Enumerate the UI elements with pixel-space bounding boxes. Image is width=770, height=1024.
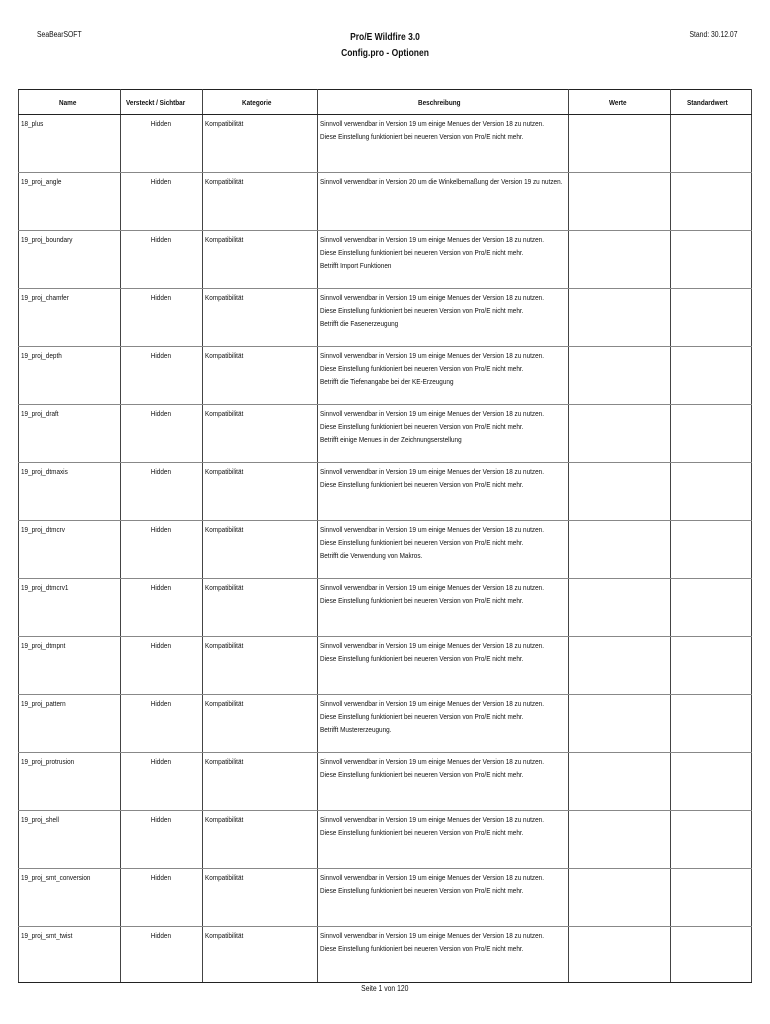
description-line: Betrifft die Fasenerzeugung [319,319,398,328]
table-row [19,463,752,521]
description-line: Diese Einstellung funktioniert bei neueren Version von Pro/E nicht mehr. [319,306,524,315]
description-cell [317,637,569,695]
description-line: Sinnvoll verwendbar in Version 19 um einige Menues der Version 18 zu nutzen. [319,525,544,534]
visibility-cell: Hidden [120,289,202,347]
description-line: Betrifft Import Funktionen [319,261,392,270]
table-row [19,927,752,983]
table-row [19,405,752,463]
description-line: Sinnvoll verwendbar in Version 19 um einige Menues der Version 18 zu nutzen. [319,641,544,650]
description-line: Sinnvoll verwendbar in Version 19 um einige Menues der Version 18 zu nutzen. [319,873,544,882]
description-cell [317,231,569,289]
description-line: Sinnvoll verwendbar in Version 19 um einige Menues der Version 18 zu nutzen. [319,293,544,302]
column-header-visibility: Versteckt / Sichtbar [120,90,202,115]
option-name-cell: 19_proj_smt_twist [19,927,121,983]
description-line: Diese Einstellung funktioniert bei neueren Version von Pro/E nicht mehr. [319,770,524,779]
default-value-cell [670,405,751,463]
values-cell [569,637,671,695]
description-cell [317,289,569,347]
category-cell: Kompatibilität [202,637,317,695]
values-cell [569,173,671,231]
values-cell [569,811,671,869]
visibility-cell: Hidden [120,753,202,811]
default-value-cell [670,521,751,579]
default-value-cell [670,289,751,347]
values-cell [569,579,671,637]
description-line: Diese Einstellung funktioniert bei neueren Version von Pro/E nicht mehr. [319,828,524,837]
config-options-table [18,89,752,983]
description-cell [317,869,569,927]
option-name-cell: 19_proj_draft [19,405,121,463]
table-row [19,231,752,289]
table-row [19,579,752,637]
description-line: Sinnvoll verwendbar in Version 19 um einige Menues der Version 18 zu nutzen. [319,815,544,824]
visibility-cell: Hidden [120,869,202,927]
default-value-cell [670,695,751,753]
category-cell: Kompatibilität [202,173,317,231]
visibility-cell: Hidden [120,347,202,405]
description-cell [317,463,569,521]
description-cell [317,579,569,637]
visibility-cell: Hidden [120,173,202,231]
option-name-cell: 19_proj_shell [19,811,121,869]
category-cell: Kompatibilität [202,405,317,463]
category-cell: Kompatibilität [202,115,317,173]
default-value-cell [670,579,751,637]
table-row [19,521,752,579]
description-line: Diese Einstellung funktioniert bei neueren Version von Pro/E nicht mehr. [319,712,524,721]
document-date: Stand: 30.12.07 [688,30,737,39]
table-row [19,637,752,695]
description-line: Diese Einstellung funktioniert bei neueren Version von Pro/E nicht mehr. [319,944,524,953]
table-row [19,115,752,173]
default-value-cell [670,753,751,811]
description-line: Diese Einstellung funktioniert bei neueren Version von Pro/E nicht mehr. [319,422,524,431]
default-value-cell [670,869,751,927]
description-line: Sinnvoll verwendbar in Version 19 um einige Menues der Version 18 zu nutzen. [319,583,544,592]
category-cell: Kompatibilität [202,927,317,983]
default-value-cell [670,347,751,405]
description-line: Diese Einstellung funktioniert bei neueren Version von Pro/E nicht mehr. [319,886,524,895]
table-header-row [19,90,752,115]
values-cell [569,463,671,521]
table-row [19,173,752,231]
default-value-cell [670,231,751,289]
description-line: Sinnvoll verwendbar in Version 19 um einige Menues der Version 18 zu nutzen. [319,351,544,360]
values-cell [569,521,671,579]
option-name-cell: 19_proj_depth [19,347,121,405]
description-line: Sinnvoll verwendbar in Version 19 um einige Menues der Version 18 zu nutzen. [319,467,544,476]
category-cell: Kompatibilität [202,463,317,521]
option-name-cell: 19_proj_pattern [19,695,121,753]
description-line: Sinnvoll verwendbar in Version 19 um einige Menues der Version 18 zu nutzen. [319,931,544,940]
category-cell: Kompatibilität [202,347,317,405]
values-cell [569,753,671,811]
visibility-cell: Hidden [120,521,202,579]
column-header-description: Beschreibung [317,90,569,115]
option-name-cell: 19_proj_boundary [19,231,121,289]
values-cell [569,231,671,289]
description-cell [317,927,569,983]
description-line: Betrifft Mustererzeugung. [319,725,392,734]
category-cell: Kompatibilität [202,695,317,753]
description-line: Sinnvoll verwendbar in Version 19 um einige Menues der Version 18 zu nutzen. [319,119,544,128]
description-cell [317,173,569,231]
default-value-cell [670,173,751,231]
column-header-category: Kategorie [202,90,317,115]
description-line: Sinnvoll verwendbar in Version 19 um einige Menues der Version 18 zu nutzen. [319,235,544,244]
default-value-cell [670,927,751,983]
visibility-cell: Hidden [120,115,202,173]
visibility-cell: Hidden [120,463,202,521]
category-cell: Kompatibilität [202,753,317,811]
description-cell [317,811,569,869]
option-name-cell: 19_proj_dtmcrv1 [19,579,121,637]
default-value-cell [670,115,751,173]
description-line: Sinnvoll verwendbar in Version 19 um einige Menues der Version 18 zu nutzen. [319,757,544,766]
visibility-cell: Hidden [120,405,202,463]
page-number: Seite 1 von 120 [361,984,409,993]
description-line: Diese Einstellung funktioniert bei neueren Version von Pro/E nicht mehr. [319,480,524,489]
description-cell [317,521,569,579]
table-row [19,289,752,347]
category-cell: Kompatibilität [202,579,317,637]
description-line: Diese Einstellung funktioniert bei neueren Version von Pro/E nicht mehr. [319,364,524,373]
values-cell [569,927,671,983]
values-cell [569,405,671,463]
table-row [19,753,752,811]
description-line: Sinnvoll verwendbar in Version 19 um einige Menues der Version 18 zu nutzen. [319,699,544,708]
table-row [19,347,752,405]
option-name-cell: 19_proj_dtmaxis [19,463,121,521]
description-cell [317,753,569,811]
description-line: Sinnvoll verwendbar in Version 19 um einige Menues der Version 18 zu nutzen. [319,409,544,418]
option-name-cell: 19_proj_dtmcrv [19,521,121,579]
table-row [19,695,752,753]
category-cell: Kompatibilität [202,521,317,579]
document-header [0,30,770,62]
option-name-cell: 19_proj_dtmpnt [19,637,121,695]
default-value-cell [670,811,751,869]
category-cell: Kompatibilität [202,869,317,927]
option-name-cell: 19_proj_angle [19,173,121,231]
visibility-cell: Hidden [120,231,202,289]
description-line: Betrifft einige Menues in der Zeichnungserstellung [319,435,462,444]
description-cell [317,347,569,405]
option-name-cell: 19_proj_protrusion [19,753,121,811]
option-name-cell: 18_plus [19,115,121,173]
option-name-cell: 19_proj_chamfer [19,289,121,347]
default-value-cell [670,463,751,521]
values-cell [569,347,671,405]
table-row [19,869,752,927]
description-cell [317,115,569,173]
description-line: Diese Einstellung funktioniert bei neueren Version von Pro/E nicht mehr. [319,538,524,547]
description-line: Diese Einstellung funktioniert bei neueren Version von Pro/E nicht mehr. [319,596,524,605]
description-cell [317,405,569,463]
values-cell [569,695,671,753]
visibility-cell: Hidden [120,579,202,637]
description-line: Diese Einstellung funktioniert bei neueren Version von Pro/E nicht mehr. [319,132,524,141]
visibility-cell: Hidden [120,927,202,983]
description-line: Betrifft die Verwendung von Makros. [319,551,423,560]
column-header-values: Werte [569,90,671,115]
values-cell [569,289,671,347]
description-line: Betrifft die Tiefenangabe bei der KE-Erzeugung [319,377,454,386]
category-cell: Kompatibilität [202,289,317,347]
option-name-cell: 19_proj_smt_conversion [19,869,121,927]
column-header-name: Name [19,90,121,115]
values-cell [569,869,671,927]
document-title: Pro/E Wildfire 3.0 [350,32,420,43]
default-value-cell [670,637,751,695]
company-name: SeaBearSOFT [37,30,82,39]
visibility-cell: Hidden [120,637,202,695]
description-line: Diese Einstellung funktioniert bei neueren Version von Pro/E nicht mehr. [319,654,524,663]
document-subtitle: Config.pro - Optionen [341,48,429,59]
visibility-cell: Hidden [120,695,202,753]
column-header-default: Standardwert [670,90,751,115]
table-row [19,811,752,869]
description-line: Diese Einstellung funktioniert bei neueren Version von Pro/E nicht mehr. [319,248,524,257]
description-line: Sinnvoll verwendbar in Version 20 um die Winkelbemaßung der Version 19 zu nutzen. [319,177,563,186]
values-cell [569,115,671,173]
category-cell: Kompatibilität [202,231,317,289]
visibility-cell: Hidden [120,811,202,869]
category-cell: Kompatibilität [202,811,317,869]
description-cell [317,695,569,753]
